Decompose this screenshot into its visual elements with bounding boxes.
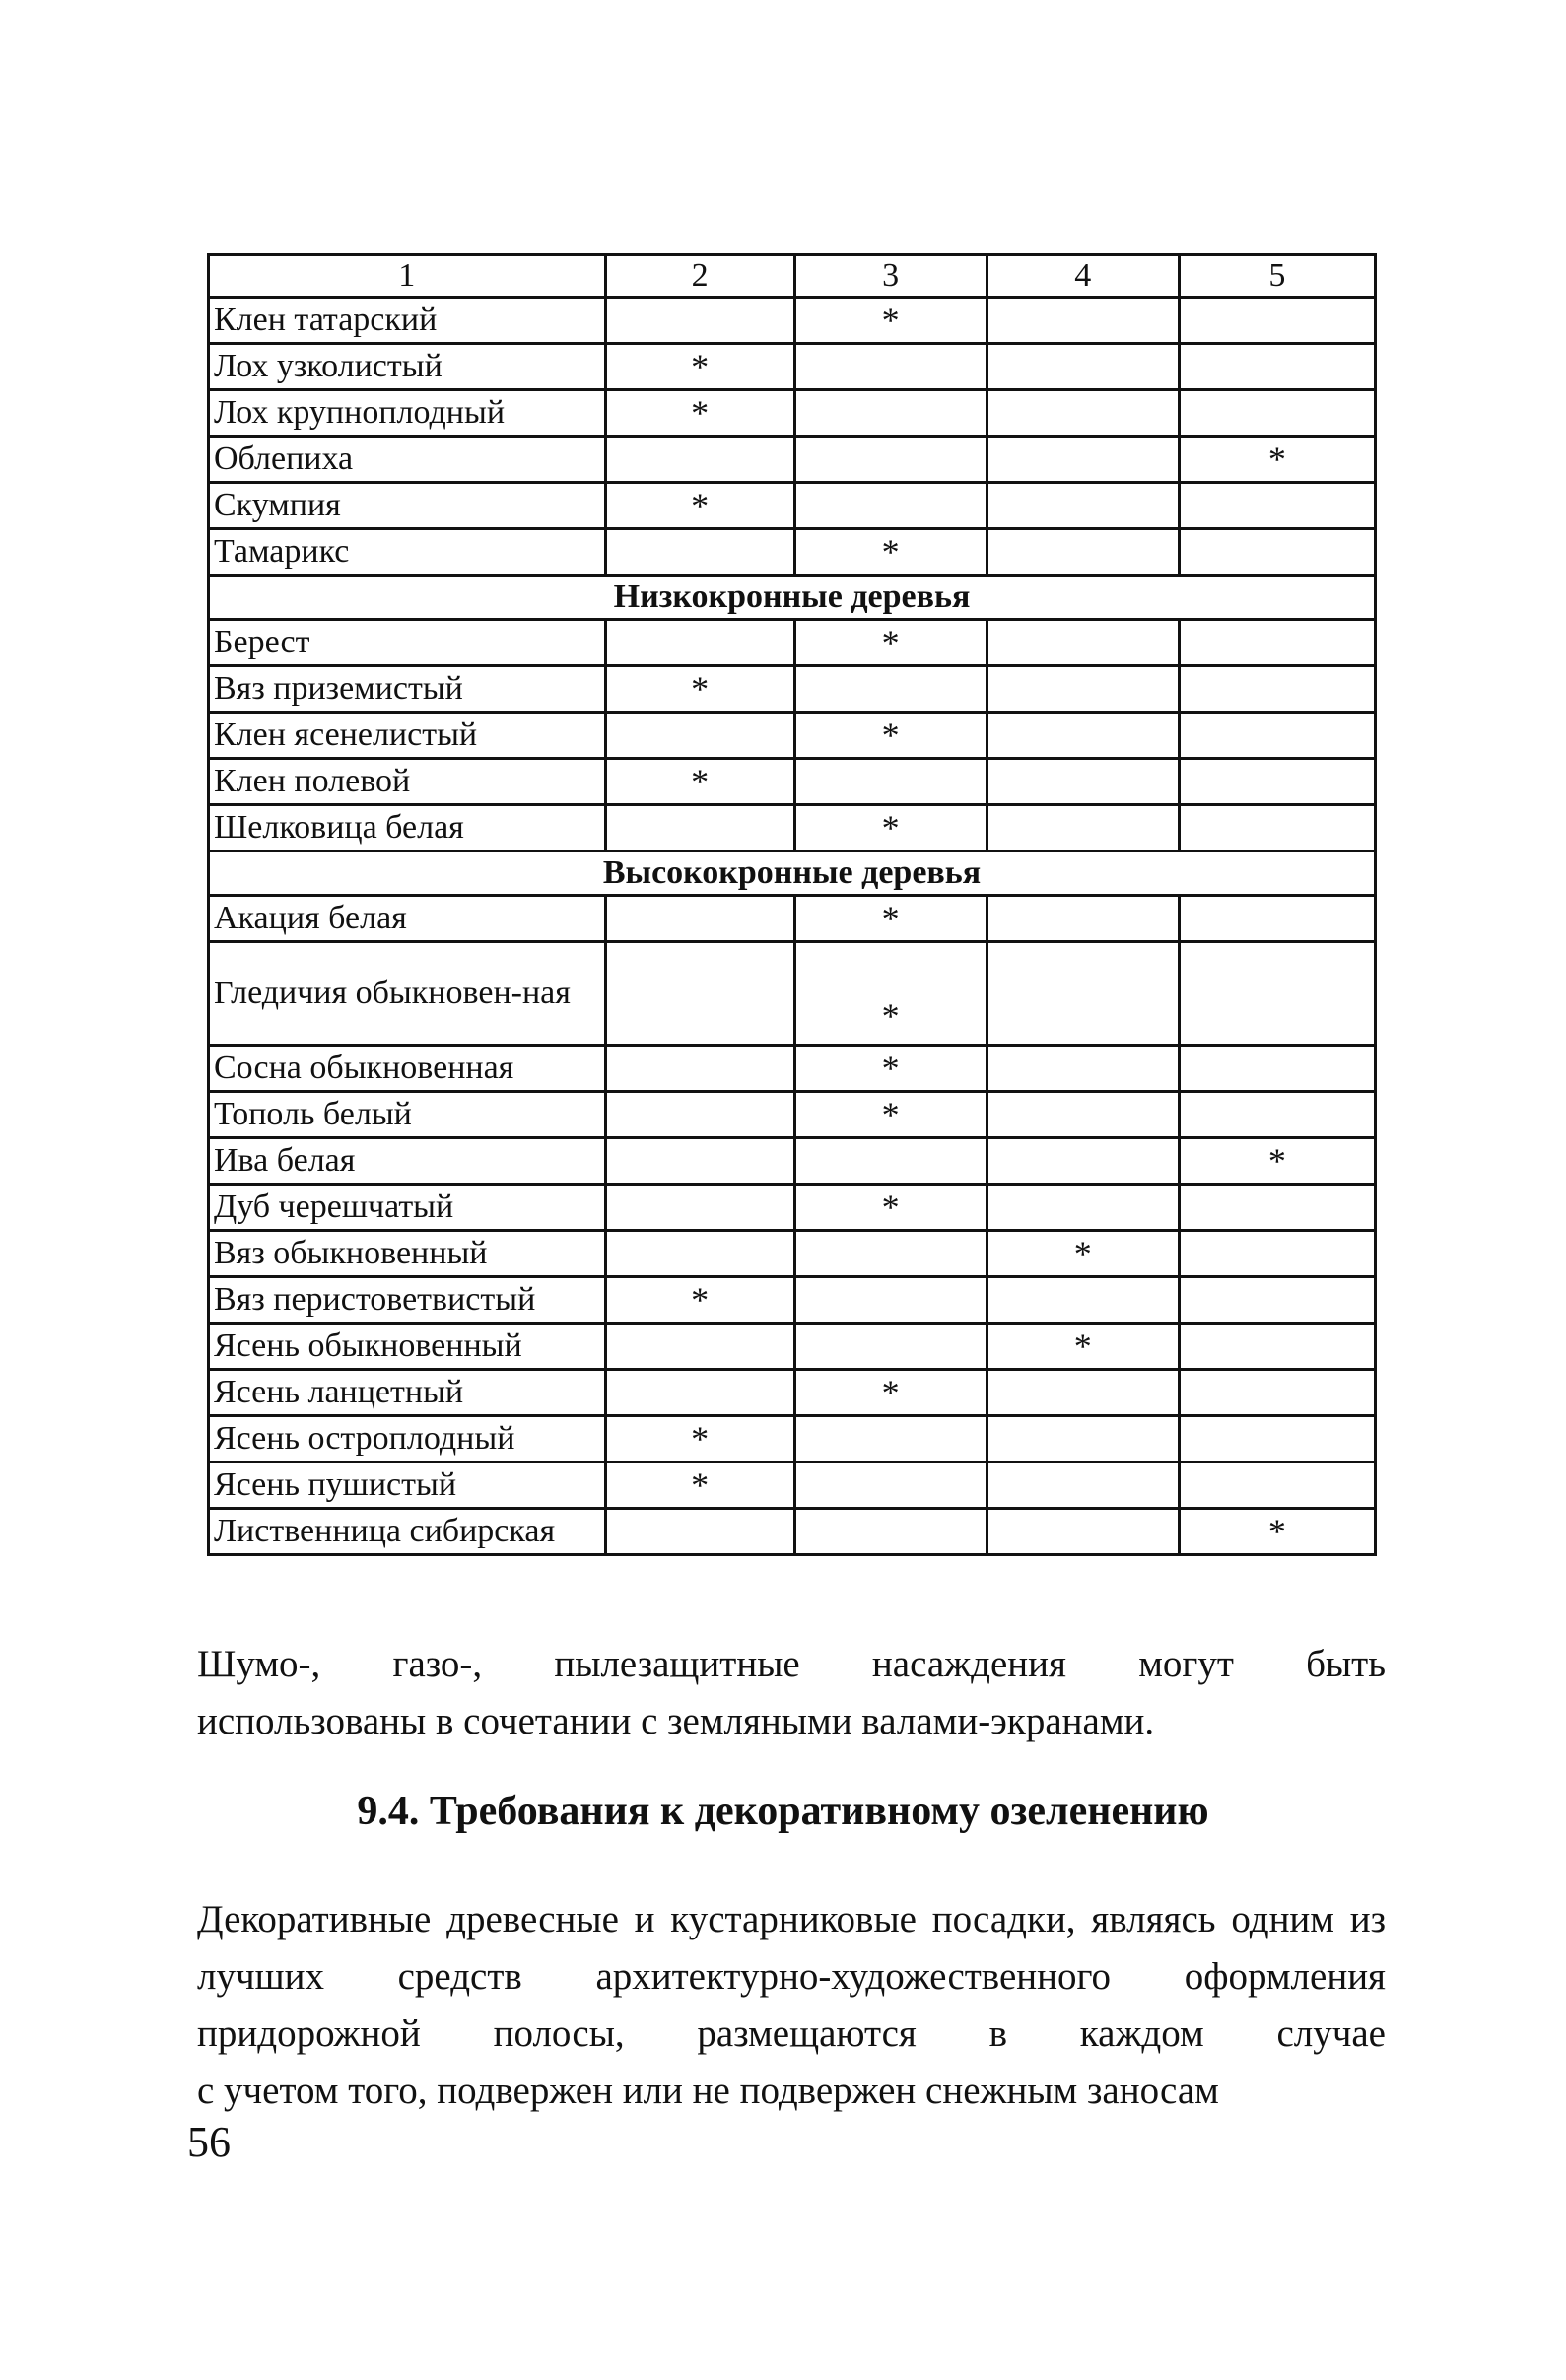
empty-cell bbox=[987, 1277, 1179, 1324]
table-row bbox=[209, 620, 1376, 666]
asterisk-mark: * bbox=[1179, 437, 1375, 483]
species-name: Вяз перистоветвистый bbox=[209, 1277, 606, 1324]
table-header-cell: 3 bbox=[794, 255, 987, 298]
species-name: Вяз обыкновенный bbox=[209, 1231, 606, 1277]
paragraph-line: с учетом того, подвержен или не подвержен снежным заносам bbox=[197, 2070, 1219, 2112]
species-name: Ясень остроплодный bbox=[209, 1416, 606, 1462]
table-row bbox=[209, 390, 1376, 437]
empty-cell bbox=[605, 1092, 794, 1138]
species-name: Клен полевой bbox=[209, 759, 606, 805]
species-name: Клен татарский bbox=[209, 298, 606, 344]
species-name: Дуб черешчатый bbox=[209, 1185, 606, 1231]
asterisk-mark: * bbox=[987, 1324, 1179, 1370]
table-row bbox=[209, 1509, 1376, 1555]
empty-cell bbox=[605, 942, 794, 1046]
asterisk-mark: * bbox=[794, 942, 987, 1046]
page-number: 56 bbox=[187, 2118, 231, 2166]
species-name: Акация белая bbox=[209, 896, 606, 942]
empty-cell bbox=[794, 1416, 987, 1462]
empty-cell bbox=[605, 713, 794, 759]
empty-cell bbox=[605, 437, 794, 483]
empty-cell bbox=[1179, 713, 1375, 759]
empty-cell bbox=[1179, 759, 1375, 805]
table-row bbox=[209, 1416, 1376, 1462]
section-heading: 9.4. Требования к декоративному озеленению bbox=[357, 1789, 1209, 1834]
empty-cell bbox=[794, 666, 987, 713]
paragraph-line: Шумо-, газо-, пылезащитные насаждения могут быть bbox=[197, 1643, 1386, 1685]
empty-cell bbox=[605, 529, 794, 576]
empty-cell bbox=[605, 1370, 794, 1416]
empty-cell bbox=[1179, 390, 1375, 437]
empty-cell bbox=[1179, 1231, 1375, 1277]
table-row bbox=[209, 1092, 1376, 1138]
paragraph-decorative-plantings bbox=[197, 1891, 1386, 2120]
section-title: Высококронные деревья bbox=[209, 851, 1376, 896]
asterisk-mark: * bbox=[605, 344, 794, 390]
empty-cell bbox=[987, 529, 1179, 576]
species-name: Тамарикс bbox=[209, 529, 606, 576]
empty-cell bbox=[1179, 344, 1375, 390]
table-row bbox=[209, 896, 1376, 942]
asterisk-mark: * bbox=[794, 1046, 987, 1092]
species-name: Лиственница сибирская bbox=[209, 1509, 606, 1555]
asterisk-mark: * bbox=[1179, 1138, 1375, 1185]
species-name: Клен ясенелистый bbox=[209, 713, 606, 759]
empty-cell bbox=[987, 1416, 1179, 1462]
asterisk-mark: * bbox=[605, 483, 794, 529]
asterisk-mark: * bbox=[794, 298, 987, 344]
species-name: Берест bbox=[209, 620, 606, 666]
table-row bbox=[209, 759, 1376, 805]
asterisk-mark: * bbox=[605, 1277, 794, 1324]
empty-cell bbox=[605, 805, 794, 851]
table-row bbox=[209, 437, 1376, 483]
table-row bbox=[209, 666, 1376, 713]
table-header-cell: 2 bbox=[605, 255, 794, 298]
species-name: Ясень пушистый bbox=[209, 1462, 606, 1509]
asterisk-mark: * bbox=[794, 805, 987, 851]
asterisk-mark: * bbox=[794, 620, 987, 666]
empty-cell bbox=[605, 1509, 794, 1555]
empty-cell bbox=[1179, 805, 1375, 851]
empty-cell bbox=[794, 1462, 987, 1509]
species-name: Сосна обыкновенная bbox=[209, 1046, 606, 1092]
table-section-row bbox=[209, 576, 1376, 620]
empty-cell bbox=[987, 942, 1179, 1046]
species-name: Скумпия bbox=[209, 483, 606, 529]
asterisk-mark: * bbox=[794, 1092, 987, 1138]
table-row bbox=[209, 298, 1376, 344]
empty-cell bbox=[1179, 896, 1375, 942]
table-row bbox=[209, 713, 1376, 759]
empty-cell bbox=[987, 1185, 1179, 1231]
empty-cell bbox=[987, 1462, 1179, 1509]
empty-cell bbox=[605, 1324, 794, 1370]
asterisk-mark: * bbox=[605, 1416, 794, 1462]
table-header-cell: 1 bbox=[209, 255, 606, 298]
asterisk-mark: * bbox=[605, 666, 794, 713]
species-name: Ясень ланцетный bbox=[209, 1370, 606, 1416]
asterisk-mark: * bbox=[794, 1185, 987, 1231]
asterisk-mark: * bbox=[794, 896, 987, 942]
table-row bbox=[209, 1231, 1376, 1277]
empty-cell bbox=[1179, 1462, 1375, 1509]
species-name: Тополь белый bbox=[209, 1092, 606, 1138]
asterisk-mark: * bbox=[605, 1462, 794, 1509]
table-row bbox=[209, 1462, 1376, 1509]
empty-cell bbox=[605, 1138, 794, 1185]
empty-cell bbox=[987, 1046, 1179, 1092]
empty-cell bbox=[987, 483, 1179, 529]
species-name: Шелковица белая bbox=[209, 805, 606, 851]
empty-cell bbox=[794, 483, 987, 529]
empty-cell bbox=[794, 1138, 987, 1185]
empty-cell bbox=[987, 713, 1179, 759]
empty-cell bbox=[1179, 666, 1375, 713]
empty-cell bbox=[794, 344, 987, 390]
empty-cell bbox=[987, 344, 1179, 390]
empty-cell bbox=[794, 437, 987, 483]
species-name: Ясень обыкновенный bbox=[209, 1324, 606, 1370]
table-row bbox=[209, 942, 1376, 1046]
asterisk-mark: * bbox=[794, 1370, 987, 1416]
table-header-cell: 4 bbox=[987, 255, 1179, 298]
table-row bbox=[209, 344, 1376, 390]
empty-cell bbox=[605, 1046, 794, 1092]
paragraph-line: Декоративные древесные и кустарниковые посадки, являясь bbox=[197, 1898, 1216, 1940]
empty-cell bbox=[987, 1092, 1179, 1138]
empty-cell bbox=[987, 437, 1179, 483]
empty-cell bbox=[794, 390, 987, 437]
empty-cell bbox=[1179, 1324, 1375, 1370]
species-name: Лох крупноплодный bbox=[209, 390, 606, 437]
section-title: Низкокронные деревья bbox=[209, 576, 1376, 620]
empty-cell bbox=[1179, 942, 1375, 1046]
empty-cell bbox=[1179, 620, 1375, 666]
empty-cell bbox=[794, 1277, 987, 1324]
table-row bbox=[209, 1277, 1376, 1324]
empty-cell bbox=[987, 390, 1179, 437]
paragraph-protective-plantings bbox=[197, 1636, 1386, 1750]
empty-cell bbox=[1179, 1046, 1375, 1092]
asterisk-mark: * bbox=[987, 1231, 1179, 1277]
empty-cell bbox=[987, 896, 1179, 942]
empty-cell bbox=[1179, 1185, 1375, 1231]
asterisk-mark: * bbox=[1179, 1509, 1375, 1555]
species-name: Вяз приземистый bbox=[209, 666, 606, 713]
table-header-cell: 5 bbox=[1179, 255, 1375, 298]
empty-cell bbox=[987, 805, 1179, 851]
table-row bbox=[209, 1324, 1376, 1370]
empty-cell bbox=[1179, 483, 1375, 529]
empty-cell bbox=[794, 1324, 987, 1370]
table-row bbox=[209, 805, 1376, 851]
empty-cell bbox=[987, 1138, 1179, 1185]
asterisk-mark: * bbox=[794, 713, 987, 759]
table-row bbox=[209, 529, 1376, 576]
empty-cell bbox=[1179, 298, 1375, 344]
species-name: Лох узколистый bbox=[209, 344, 606, 390]
empty-cell bbox=[794, 1509, 987, 1555]
table-section-row bbox=[209, 851, 1376, 896]
empty-cell bbox=[1179, 1370, 1375, 1416]
empty-cell bbox=[987, 666, 1179, 713]
table-header-row bbox=[209, 255, 1376, 298]
species-name: Ива белая bbox=[209, 1138, 606, 1185]
empty-cell bbox=[1179, 1277, 1375, 1324]
empty-cell bbox=[794, 1231, 987, 1277]
species-name: Гледичия обыкновен-ная bbox=[209, 942, 606, 1046]
empty-cell bbox=[1179, 1416, 1375, 1462]
empty-cell bbox=[987, 1509, 1179, 1555]
empty-cell bbox=[987, 1370, 1179, 1416]
table-row bbox=[209, 1370, 1376, 1416]
species-name: Облепиха bbox=[209, 437, 606, 483]
empty-cell bbox=[605, 1231, 794, 1277]
asterisk-mark: * bbox=[605, 759, 794, 805]
plant-species-table bbox=[207, 253, 1377, 1556]
asterisk-mark: * bbox=[605, 390, 794, 437]
empty-cell bbox=[605, 1185, 794, 1231]
paragraph-line: использованы в сочетании с земляными валами-экранами. bbox=[197, 1700, 1155, 1742]
empty-cell bbox=[1179, 1092, 1375, 1138]
empty-cell bbox=[794, 759, 987, 805]
table-row bbox=[209, 1138, 1376, 1185]
table-row bbox=[209, 1185, 1376, 1231]
empty-cell bbox=[1179, 529, 1375, 576]
paragraph-line: одним из лучших средств архитектурно-художественного bbox=[197, 1898, 1387, 1998]
empty-cell bbox=[605, 896, 794, 942]
empty-cell bbox=[605, 298, 794, 344]
paragraph-line: оформления придорожной полосы, размещаются в каждом случае bbox=[197, 1955, 1386, 2055]
table-row bbox=[209, 1046, 1376, 1092]
empty-cell bbox=[987, 620, 1179, 666]
empty-cell bbox=[605, 620, 794, 666]
table-row bbox=[209, 483, 1376, 529]
empty-cell bbox=[987, 759, 1179, 805]
asterisk-mark: * bbox=[794, 529, 987, 576]
empty-cell bbox=[987, 298, 1179, 344]
